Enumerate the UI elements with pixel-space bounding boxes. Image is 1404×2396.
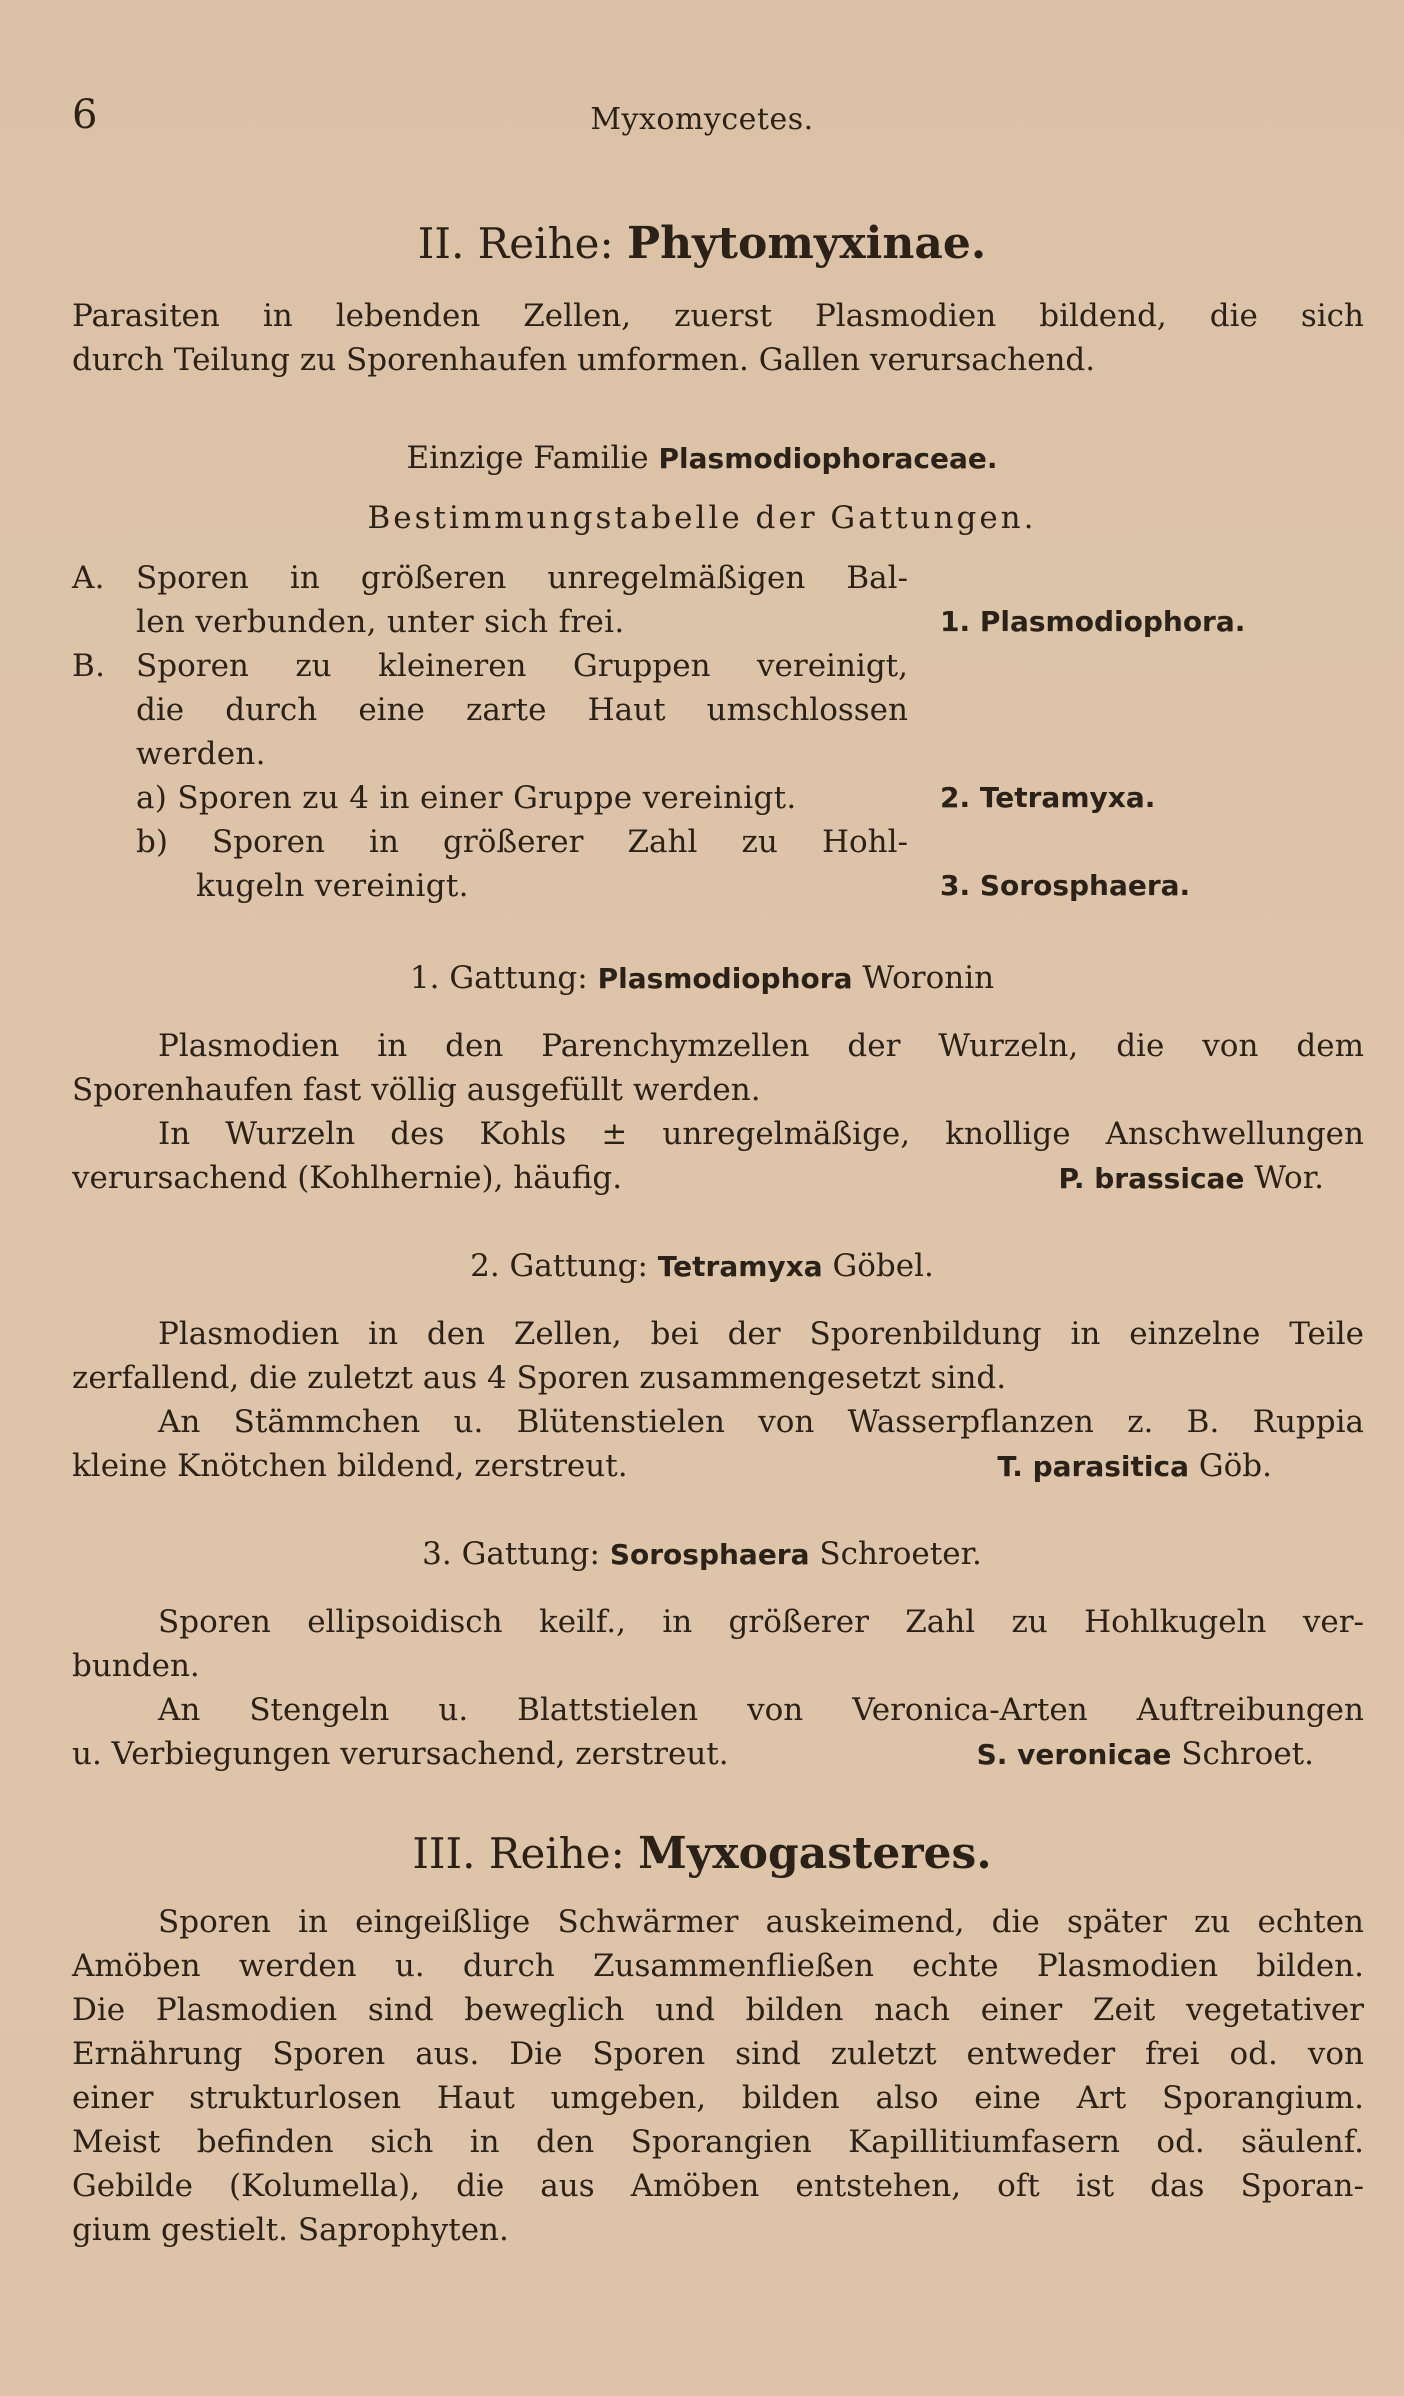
series-text-line: gium gestielt. Saprophyten.	[72, 2212, 509, 2248]
species-entry	[977, 1732, 1314, 1777]
genus-heading-3	[0, 1532, 1404, 1577]
key-line: kugeln vereinigt.	[196, 868, 469, 904]
species-name: P. brassicae	[1058, 1162, 1245, 1195]
species-entry	[1059, 1156, 1325, 1201]
genus-heading-2	[0, 1244, 1404, 1289]
genus-text-line: An Stämmchen u. Blütenstielen von Wasserpflanzen z. B. Ruppia	[158, 1404, 1364, 1440]
page-number: 6	[72, 92, 98, 138]
genus-heading-name: Plasmodiophora	[597, 962, 853, 995]
species-name: S. veronicae	[976, 1738, 1172, 1771]
series-description-line: Parasiten in lebenden Zellen, zuerst Plasmodien bildend, die sich	[72, 298, 1364, 334]
series-text-line: Die Plasmodien sind beweglich und bilden nach einer Zeit vegetativer	[72, 1992, 1364, 2028]
species-author: Schroet.	[1181, 1736, 1314, 1772]
series-heading-myxogasteres	[0, 1828, 1404, 1879]
genus-heading-author: Göbel.	[832, 1248, 934, 1284]
series-heading-prefix: III. Reihe:	[412, 1829, 625, 1878]
key-line: Sporen in größeren unregelmäßigen Bal-	[136, 560, 908, 596]
genus-text-line: Sporen ellipsoidisch keilf., in größerer Zahl zu Hohlkugeln ver-	[158, 1604, 1364, 1640]
series-text-line: Meist befinden sich in den Sporangien Kapillitiumfasern od. säulenf.	[72, 2124, 1364, 2160]
series-text-line: Ernährung Sporen aus. Die Sporen sind zuletzt entweder frei od. von	[72, 2036, 1364, 2072]
series-heading-name: Myxogasteres.	[638, 1828, 992, 1879]
key-line: die durch eine zarte Haut umschlossen	[136, 692, 908, 728]
genus-text-line: In Wurzeln des Kohls ± unregelmäßige, knollige Anschwellungen	[158, 1116, 1364, 1152]
key-result-sorosphaera: 3. Sorosphaera.	[940, 869, 1191, 902]
series-text-line: Sporen in eingeißlige Schwärmer auskeimend, die später zu echten	[158, 1904, 1364, 1940]
genus-heading-1	[0, 956, 1404, 1001]
species-author: Wor.	[1254, 1160, 1324, 1196]
species-author: Göb.	[1198, 1448, 1272, 1484]
series-text-line: Amöben werden u. durch Zusammenfließen echte Plasmodien bilden.	[72, 1948, 1364, 1984]
genus-heading-name: Sorosphaera	[609, 1538, 810, 1571]
genus-heading-author: Woronin	[862, 960, 995, 996]
series-heading-prefix: II. Reihe:	[417, 219, 614, 268]
series-text-line: einer strukturlosen Haut umgeben, bilden also eine Art Sporangium.	[72, 2080, 1364, 2116]
genus-heading-prefix: 3. Gattung:	[422, 1536, 600, 1572]
key-line: a) Sporen zu 4 in einer Gruppe vereinigt.	[136, 780, 797, 816]
genus-text-line: bunden.	[72, 1648, 200, 1684]
genus-text-line: Plasmodien in den Parenchymzellen der Wurzeln, die von dem	[158, 1028, 1364, 1064]
running-title: Myxomycetes.	[590, 102, 814, 137]
key-line: b) Sporen in größerer Zahl zu Hohl-	[136, 824, 908, 860]
key-label-a: A.	[72, 560, 105, 596]
genus-heading-author: Schroeter.	[819, 1536, 982, 1572]
species-name: T. parasitica	[997, 1450, 1189, 1483]
genus-text-line: zerfallend, die zuletzt aus 4 Sporen zusammengesetzt sind.	[72, 1360, 1007, 1396]
key-line: werden.	[136, 736, 266, 772]
genus-text-line: Plasmodien in den Zellen, bei der Sporenbildung in einzelne Teile	[158, 1316, 1364, 1352]
key-result-tetramyxa: 2. Tetramyxa.	[940, 781, 1156, 814]
species-entry	[997, 1444, 1272, 1489]
genus-text-line: Sporenhaufen fast völlig ausgefüllt werden.	[72, 1072, 761, 1108]
genus-text-line: kleine Knötchen bildend, zerstreut.	[72, 1448, 628, 1484]
genus-text-line: u. Verbiegungen verursachend, zerstreut.	[72, 1736, 729, 1772]
genus-heading-prefix: 2. Gattung:	[470, 1248, 648, 1284]
key-title: Bestimmungstabelle der Gattungen.	[367, 500, 1037, 536]
key-result-plasmodiophora: 1. Plasmodiophora.	[940, 605, 1246, 638]
genus-heading-prefix: 1. Gattung:	[409, 960, 588, 996]
series-description-line: durch Teilung zu Sporenhaufen umformen. Gallen verursachend.	[72, 342, 1096, 378]
family-heading-name: Plasmodiophoraceae.	[658, 442, 998, 475]
family-heading-prefix: Einzige Familie	[406, 440, 649, 476]
key-line: len verbunden, unter sich frei.	[136, 604, 625, 640]
series-heading-phytomyxinae	[0, 218, 1404, 269]
genus-text-line: verursachend (Kohlhernie), häufig.	[72, 1160, 623, 1196]
key-line: Sporen zu kleineren Gruppen vereinigt,	[136, 648, 908, 684]
family-heading	[0, 436, 1404, 481]
series-text-line: Gebilde (Kolumella), die aus Amöben entstehen, oft ist das Sporan-	[72, 2168, 1364, 2204]
series-heading-name: Phytomyxinae.	[627, 218, 987, 269]
genus-text-line: An Stengeln u. Blattstielen von Veronica-Arten Auftreibungen	[158, 1692, 1364, 1728]
key-label-b: B.	[72, 648, 106, 684]
genus-heading-name: Tetramyxa	[657, 1250, 823, 1283]
